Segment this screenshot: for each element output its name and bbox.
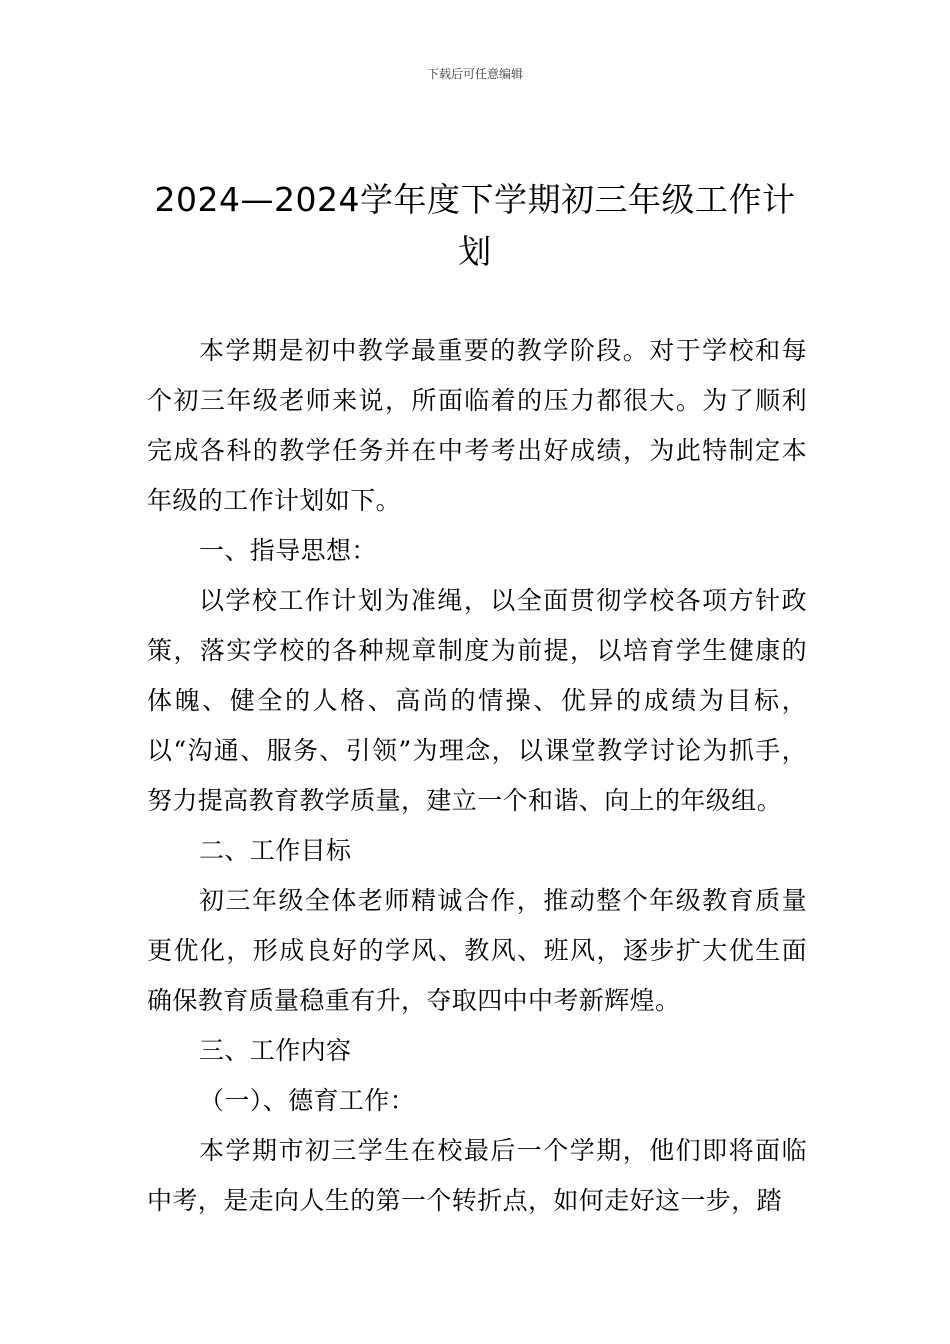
subsection-heading-moral-education: （一）、德育工作： xyxy=(199,1086,416,1115)
document-body xyxy=(147,326,807,1226)
document-title: 2024—2024学年度下学期初三年级工作计划 xyxy=(154,180,796,271)
intro-paragraph: 本学期是初中教学最重要的教学阶段。对于学校和每个初三年级老师来说，所面临着的压力都很大。为了顺利完成各科的教学任务并在中考考出好成绩，为此特制定本年级的工作计划如下。 xyxy=(147,336,807,515)
work-goals-paragraph: 初三年级全体老师精诚合作，推动整个年级教育质量更优化，形成良好的学风、教风、班风，逐步扩大优生面确保教育质量稳重有升，夺取四中中考新辉煌。 xyxy=(147,886,807,1015)
section-heading-guiding-thought: 一、指导思想： xyxy=(199,536,377,565)
section-heading-work-content: 三、工作内容 xyxy=(199,1036,352,1065)
header-note: 下载后可任意编辑 xyxy=(426,67,523,81)
section-heading-work-goals: 二、工作目标 xyxy=(199,836,352,865)
moral-education-paragraph: 本学期市初三学生在校最后一个学期，他们即将面临中考，是走向人生的第一个转折点，如何走好这一步，踏 xyxy=(147,1136,807,1215)
guiding-thought-paragraph: 以学校工作计划为准绳，以全面贯彻学校各项方针政策，落实学校的各种规章制度为前提，以培育学生健康的体魄、健全的人格、高尚的情操、优异的成绩为目标，以“沟通、服务、引领”为理念，以课堂教学讨论为抓手，努力提高教育教学质量，建立一个和谐、向上的年级组。 xyxy=(147,586,807,815)
